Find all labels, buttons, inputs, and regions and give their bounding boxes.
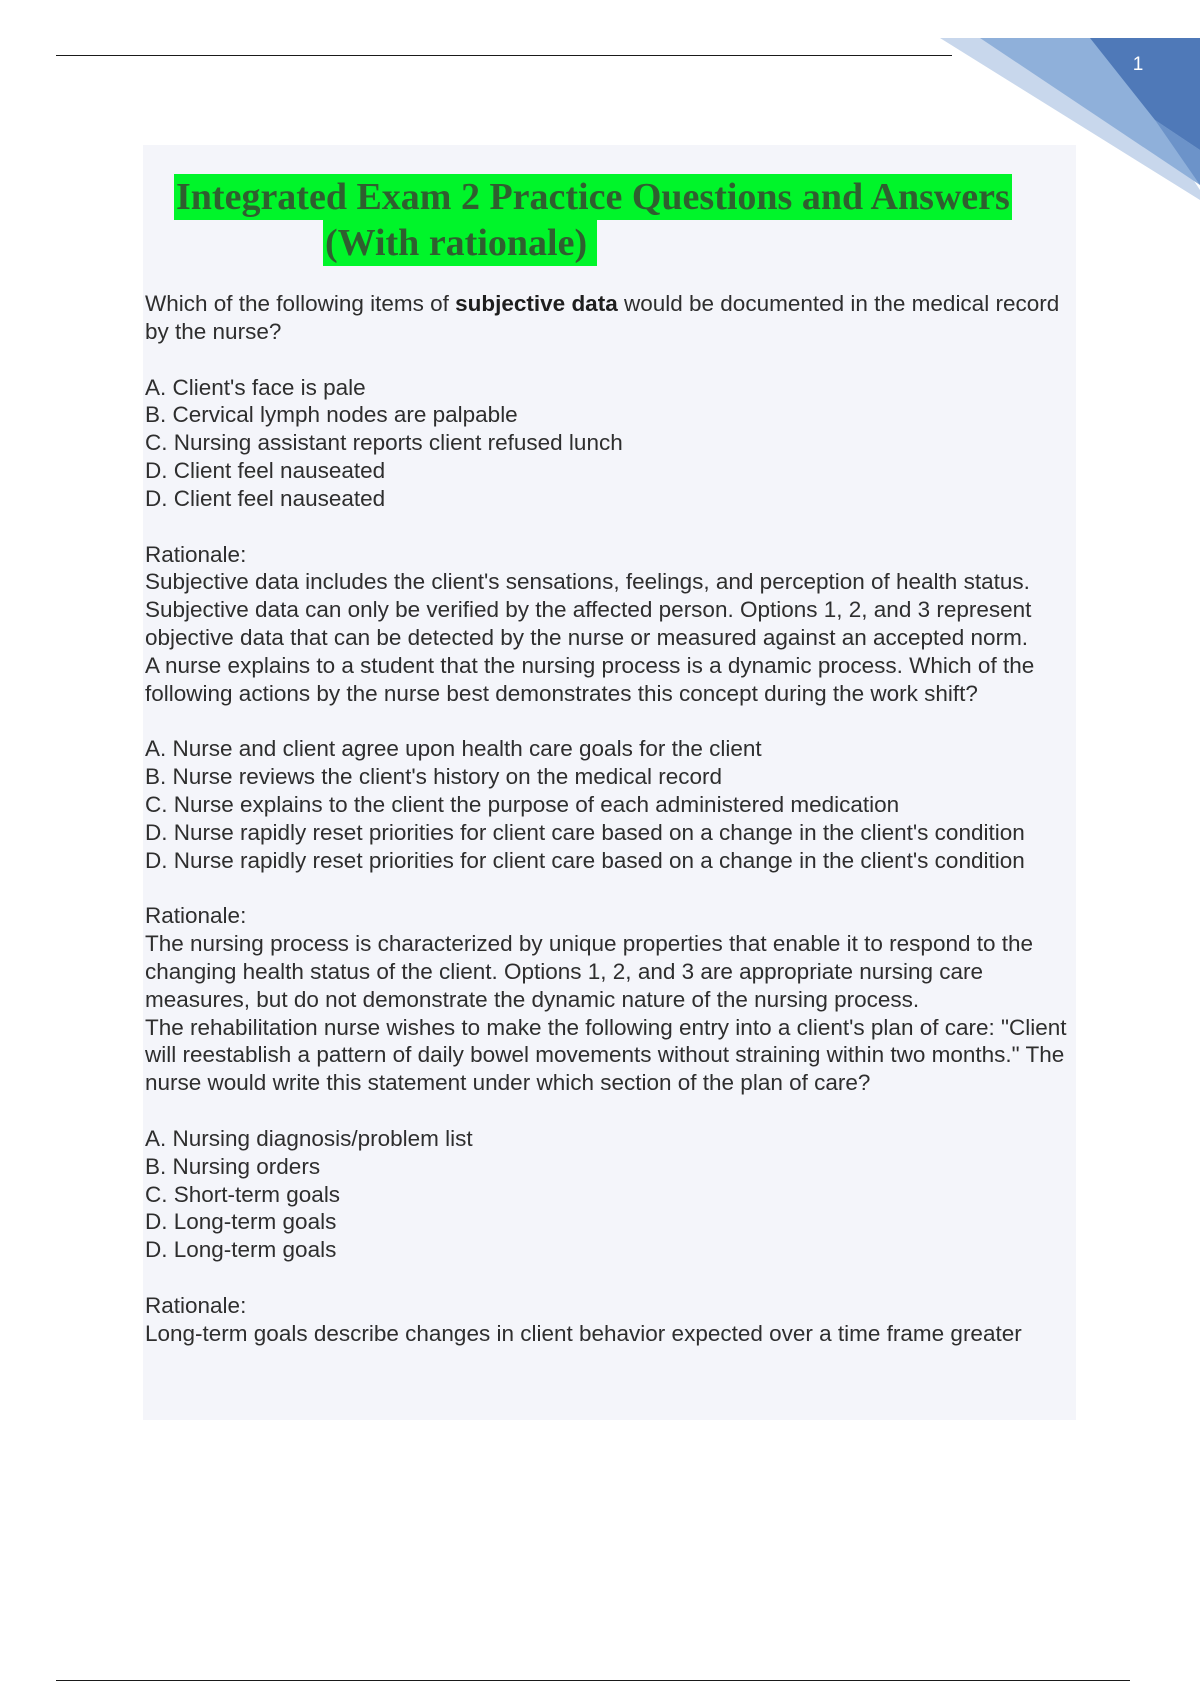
question-2-stem: A nurse explains to a student that the nursing process is a dynamic process. Which of the following actions by the nurse best demonstrates this concept during the work shift? bbox=[145, 652, 1035, 706]
question-3-stem: The rehabilitation nurse wishes to make the following entry into a client's plan of care: "Client will reestablish a pattern of daily bowel movements without straining within two months." The nurse would write this statement under which section of the plan of care? bbox=[145, 1014, 1067, 1096]
option-q1-d: D. Client feel nauseated bbox=[145, 457, 386, 483]
option-q1-d-answer: D. Client feel nauseated bbox=[145, 485, 386, 511]
rationale-label-q2: Rationale: bbox=[145, 903, 247, 929]
option-q2-c: C. Nurse explains to the client the purpose of each administered medication bbox=[145, 791, 900, 817]
rationale-label-q1: Rationale: bbox=[145, 541, 247, 567]
option-q2-d-answer: D. Nurse rapidly reset priorities for client care based on a change in the client's condition bbox=[145, 847, 1025, 873]
rationale-q2: The nursing process is characterized by unique properties that enable it to respond to the changing health status of the client. Options 1, 2, and 3 are appropriate nursing care measures, but do not demonstrate the dynamic nature of the nursing process. bbox=[145, 931, 1034, 1012]
document-body bbox=[145, 290, 1085, 1348]
rationale-q1: Subjective data includes the client's sensations, feelings, and perception of health status. Subjective data can only be verified by the affected person. Options 1, 2, and 3 represent objective data that can be detected by the nurse or measured against an accepted norm. bbox=[145, 569, 1032, 650]
option-q1-b: B. Cervical lymph nodes are palpable bbox=[145, 402, 518, 428]
rationale-q3: Long-term goals describe changes in client behavior expected over a time frame greater bbox=[145, 1320, 1022, 1346]
option-q3-a: A. Nursing diagnosis/problem list bbox=[145, 1125, 473, 1151]
option-q3-b: B. Nursing orders bbox=[145, 1153, 321, 1179]
question-1-stem: Which of the following items of subjective data would be documented in the medical record by the nurse? bbox=[145, 291, 1060, 344]
page-number: 1 bbox=[1132, 54, 1144, 75]
option-q1-c: C. Nursing assistant reports client refused lunch bbox=[145, 430, 623, 456]
option-q3-d: D. Long-term goals bbox=[145, 1209, 337, 1235]
footer-rule bbox=[56, 1680, 1130, 1681]
emphasis-subjective-data: subjective data bbox=[455, 291, 618, 316]
option-q2-d: D. Nurse rapidly reset priorities for client care based on a change in the client's condition bbox=[145, 819, 1025, 845]
header-rule bbox=[56, 55, 952, 56]
option-q2-b: B. Nurse reviews the client's history on the medical record bbox=[145, 764, 723, 790]
title-line-2: (With rationale) bbox=[323, 220, 597, 266]
title-line-1: Integrated Exam 2 Practice Questions and Answers bbox=[176, 176, 1010, 218]
option-q3-d-answer: D. Long-term goals bbox=[145, 1237, 337, 1263]
option-q2-a: A. Nurse and client agree upon health care goals for the client bbox=[145, 736, 762, 762]
rationale-label-q3: Rationale: bbox=[145, 1292, 247, 1318]
option-q3-c: C. Short-term goals bbox=[145, 1181, 341, 1207]
option-q1-a: A. Client's face is pale bbox=[145, 374, 366, 400]
